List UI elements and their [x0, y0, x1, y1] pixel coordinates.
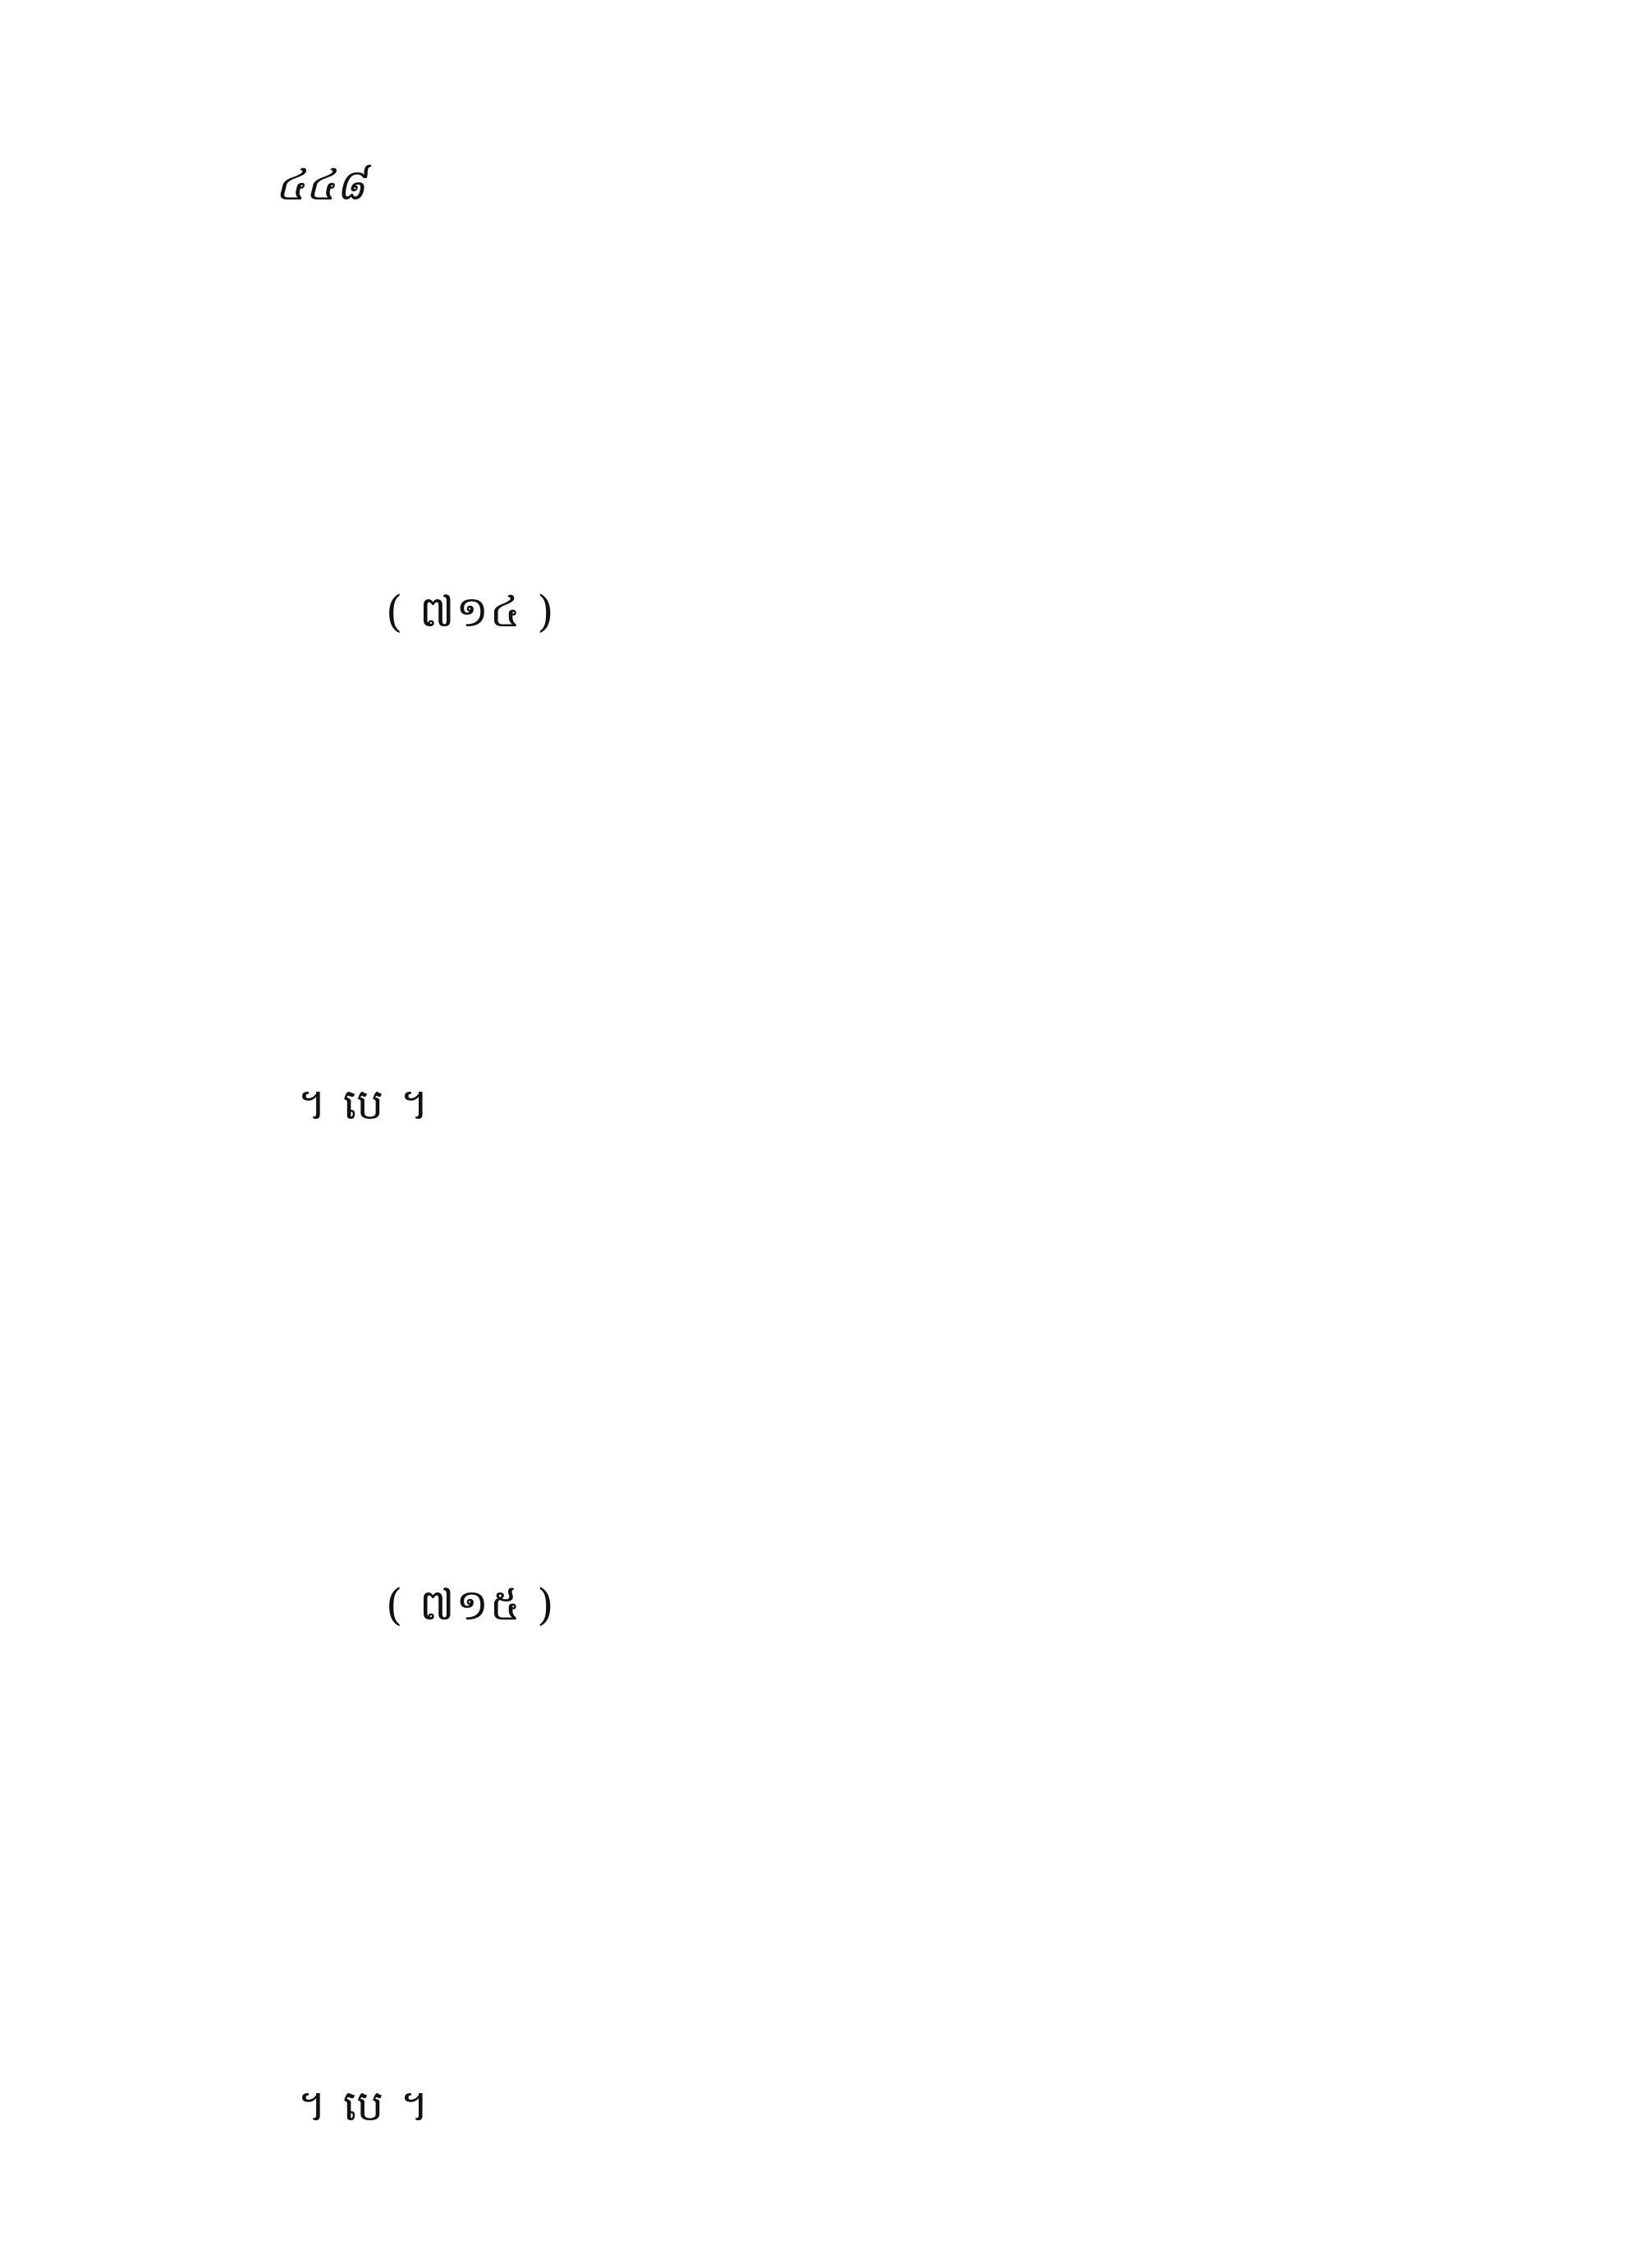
section-714-line-1 [386, 588, 1486, 637]
section-number: ( ៧១៤ ) [386, 588, 556, 637]
page-number: ៤៤៨ [275, 161, 366, 210]
section-714-line-6 [283, 1080, 1383, 1129]
section-715-line-1 [386, 1581, 1486, 1630]
ellipsis-mark: ។ បេ ។ [298, 1080, 431, 1129]
section-715-line-6 [283, 2082, 1383, 2131]
section-number: ( ៧១៥ ) [386, 1581, 556, 1630]
ellipsis-mark: ។ បេ ។ [298, 2082, 431, 2131]
